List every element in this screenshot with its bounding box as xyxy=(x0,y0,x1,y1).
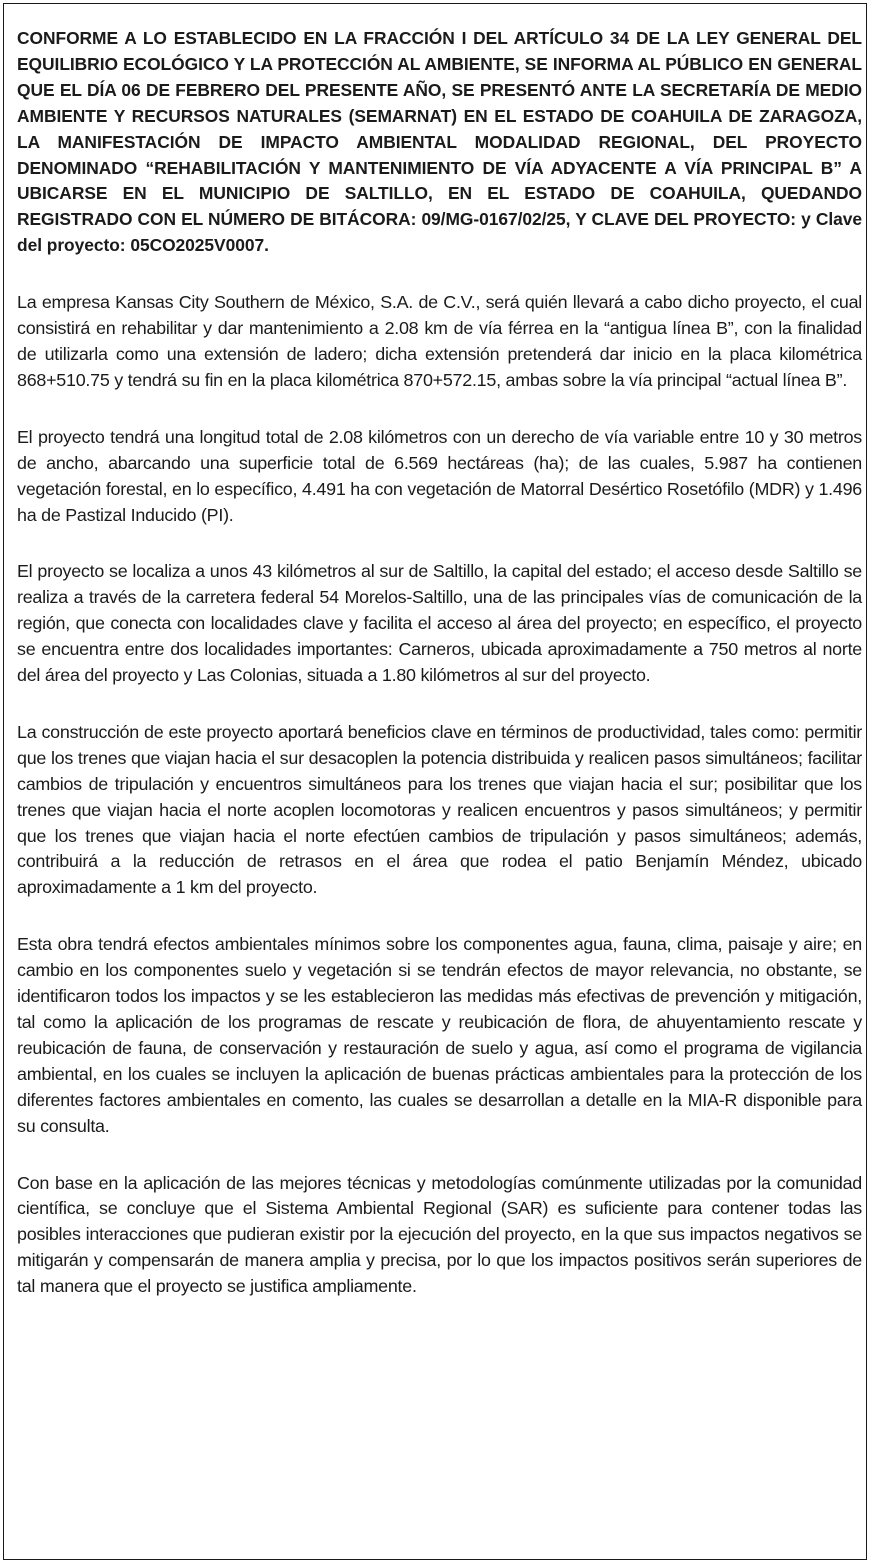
notice-heading: CONFORME A LO ESTABLECIDO EN LA FRACCIÓN I DEL ARTÍCULO 34 DE LA LEY GENERAL DEL EQUILIBRIO ECOLÓGICO Y LA PROTECCIÓN AL AMBIENTE, SE INFORMA AL PÚBLICO EN GENERAL QUE EL DÍA 06 DE FEBRERO DEL PRESENTE AÑO, SE PRESENTÓ ANTE LA SECRETARÍA DE MEDIO AMBIENTE Y RECURSOS NATURALES (SEMARNAT) EN EL ESTADO DE COAHUILA DE ZARAGOZA, LA MANIFESTACIÓN DE IMPACTO AMBIENTAL MODALIDAD REGIONAL, DEL PROYECTO DENOMINADO “REHABILITACIÓN Y MANTENIMIENTO DE VÍA ADYACENTE A VÍA PRINCIPAL B” A UBICARSE EN EL MUNICIPIO DE SALTILLO, EN EL ESTADO DE COAHUILA, QUEDANDO REGISTRADO CON EL NÚMERO DE BITÁCORA: 09/MG-0167/02/25, Y CLAVE DEL PROYECTO: y Clave del proyecto: 05CO2025V0007. xyxy=(17,28,862,256)
paragraph-project-dimensions: El proyecto tendrá una longitud total de 2.08 kilómetros con un derecho de vía variable entre 10 y 30 metros de ancho, abarcando una superficie total de 6.569 hectáreas (ha); de las cuales, 5.987 ha contienen vegetación forestal, en lo específico, 4.491 ha con vegetación de Matorral Desértico Rosetófilo (MDR) y 1.496 ha de Pastizal Inducido (PI). xyxy=(17,426,862,525)
paragraph-project-benefits: La construcción de este proyecto aportará beneficios clave en términos de productividad, tales como: permitir que los trenes que viajan hacia el sur desacoplen la potencia distribuida y realicen pasos simultáneos; facilitar cambios de tripulación y encuentros simultáneos para los trenes que viajan hacia el sur; posibilitar que los trenes que viajan hacia el norte acoplen locomotoras y realicen encuentros y pasos simultáneos; y permitir que los trenes que viajan hacia el norte efectúen cambios de tripulación y pasos simultáneos; además, contribuirá a la reducción de retrasos en el área que rodea el patio Benjamín Méndez, ubicado aproximadamente a 1 km del proyecto. xyxy=(17,721,862,898)
paragraph-environmental-effects: Esta obra tendrá efectos ambientales mínimos sobre los componentes agua, fauna, clima, paisaje y aire; en cambio en los componentes suelo y vegetación si se tendrán efectos de mayor relevancia, no obstante, se identificaron todos los impactos y se les establecieron las medidas más efectivas de prevención y mitigación, tal como la aplicación de los programas de rescate y reubicación de flora, de ahuyentamiento rescate y reubicación de fauna, de conservación y restauración de suelo y agua, así como el programa de vigilancia ambiental, en los cuales se incluyen la aplicación de buenas prácticas ambientales para la protección de los diferentes factores ambientales en comento, las cuales se desarrollan a detalle en la MIA-R disponible para su consulta. xyxy=(17,934,862,1136)
notice-frame xyxy=(3,3,867,1560)
paragraph-conclusion: Con base en la aplicación de las mejores técnicas y metodologías comúnmente utilizadas por la comunidad científica, se concluye que el Sistema Ambiental Regional (SAR) es suficiente para contener todas las posibles interacciones que pudieran existir por la ejecución del proyecto, en la que sus impactos negativos se mitigarán y compensarán de manera amplia y precisa, por lo que los impactos positivos serán superiores de tal manera que el proyecto se justifica ampliamente. xyxy=(17,1172,862,1297)
paragraph-company-project: La empresa Kansas City Southern de México, S.A. de C.V., será quién llevará a cabo dicho proyecto, el cual consistirá en rehabilitar y dar mantenimiento a 2.08 km de vía férrea en la “antigua línea B”, con la finalidad de utilizarla como una extensión de ladero; dicha extensión pretenderá dar inicio en la placa kilométrica 868+510.75 y tendrá su fin en la placa kilométrica 870+572.15, ambas sobre la vía principal “actual línea B”. xyxy=(17,292,862,390)
paragraph-project-location: El proyecto se localiza a unos 43 kilómetros al sur de Saltillo, la capital del estado; el acceso desde Saltillo se realiza a través de la carretera federal 54 Morelos-Saltillo, una de las principales vías de comunicación de la región, que conecta con localidades clave y facilita el acceso al área del proyecto; en específico, el proyecto se encuentra entre dos localidades importantes: Carneros, ubicada aproximadamente a 750 metros al norte del área del proyecto y Las Colonias, situada a 1.80 kilómetros al sur del proyecto. xyxy=(17,561,862,686)
notice-content xyxy=(17,26,862,1300)
